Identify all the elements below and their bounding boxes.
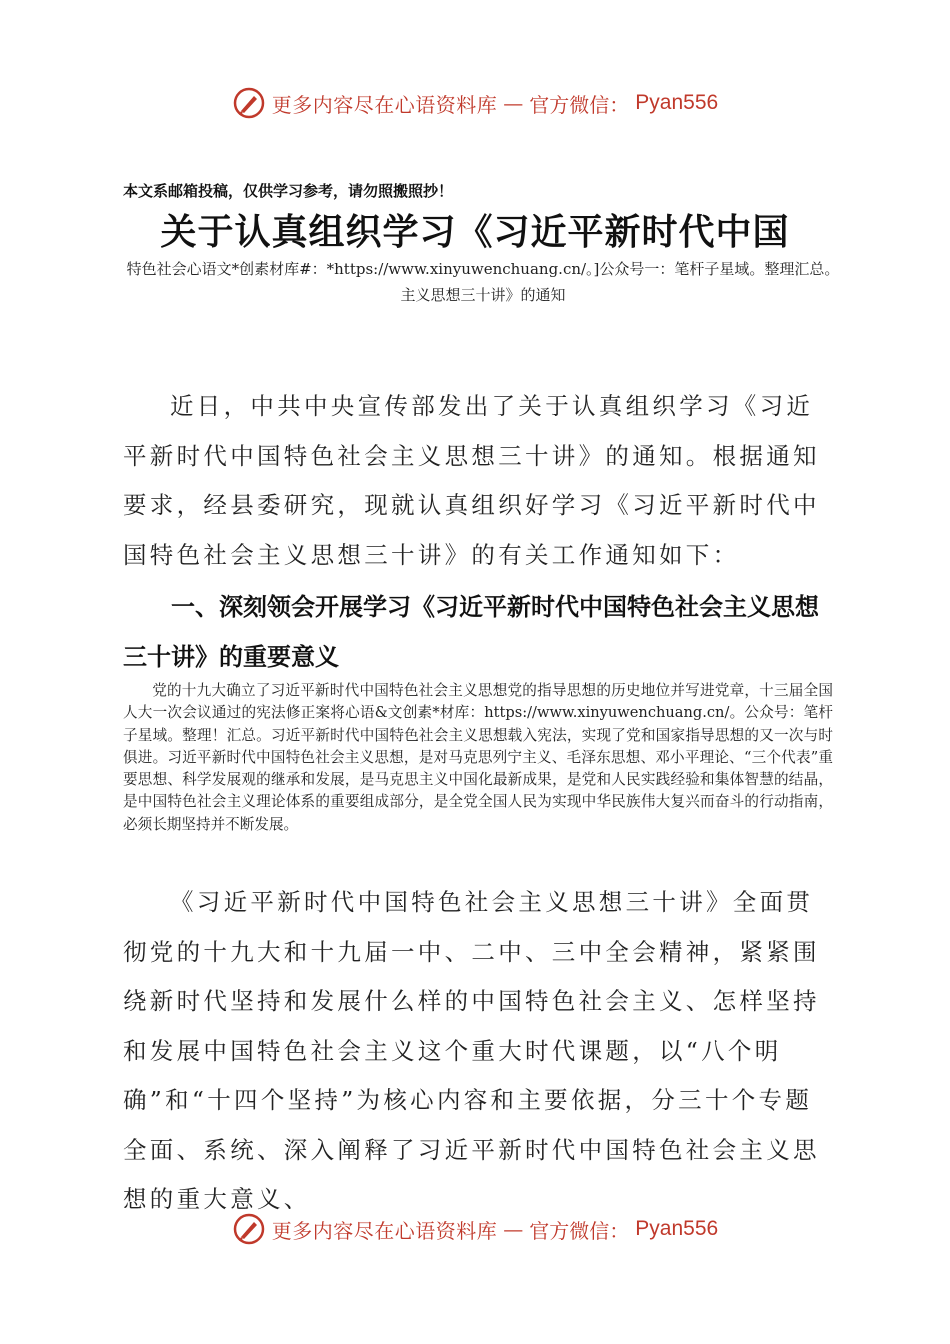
banner-wechat-label: 官方微信： [529,1218,630,1243]
body-paragraph-1: 党的十九大确立了习近平新时代中国特色社会主义思想党的指导思想的历史地位并写进党章，十三届全国人大一次会议通过的宪法修正案将心语&文创素*材库：https://www.xinyuwenchuang.cn/。公众号：笔杆子星域。整理！汇总。习近平新时代中国特色社会主义思想载入宪法，实现了党和国家指导思想的又一次与时俱进。习近平新时代中国特色社会主义思想，是对马克思列宁主义、毛泽东思想、邓小平理论、“三个代表”重要思想、科学发展观的继承和发展，是马克思主义中国化最新成果，是党和人民实践经验和集体智慧的结晶，是中国特色社会主义理论体系的重要组成部分，是全党全国人民为实现中华民族伟大复兴而奋斗的行动指南，必须长期坚持并不断发展。 [123,682,833,833]
banner-separator: — [503,91,524,115]
banner-text: 更多内容尽在心语资料库 [271,1218,498,1243]
header-banner [0,86,950,120]
pen-logo-icon [232,1212,266,1246]
banner-separator: — [503,1217,524,1241]
pen-logo-icon [232,86,266,120]
body-paragraph-2: 《习近平新时代中国特色社会主义思想三十讲》全面贯彻党的十九大和十九届一中、二中、三中全会精神，紧紧围绕新时代坚持和发展什么样的中国特色社会主义、怎样坚持和发展中国特色社会主义这个重大时代课题，以“八个明确”和“十四个坚持”为核心内容和主要依据，分三十个专题全面、系统、深入阐释了习近平新时代中国特色社会主义思想的重大意义、 [123,888,820,1213]
document-subtitle: 特色社会心语文*创素材库#：*https://www.xinyuwenchuang.cn/。]公众号一：笔杆子星域。整理汇总。主义思想三十讲》的通知 [126,260,840,304]
banner-wechat-id: Pyan556 [635,91,719,114]
footer-banner [0,1212,950,1246]
section-heading-1: 一、深刻领会开展学习《习近平新时代中国特色社会主义思想三十讲》的重要意义 [123,593,819,671]
document-title: 关于认真组织学习《习近平新时代中国 [160,211,790,253]
submission-notice: 本文系邮箱投稿，仅供学习参考，请勿照搬照抄！ [123,182,454,200]
banner-wechat-label: 官方微信： [529,92,630,117]
banner-text: 更多内容尽在心语资料库 [271,92,498,117]
banner-wechat-id: Pyan556 [635,1217,719,1240]
intro-paragraph: 近日，中共中央宣传部发出了关于认真组织学习《习近平新时代中国特色社会主义思想三十讲》的通知。根据通知要求，经县委研究，现就认真组织好学习《习近平新时代中国特色社会主义思想三十讲》的有关工作通知如下： [123,392,820,569]
